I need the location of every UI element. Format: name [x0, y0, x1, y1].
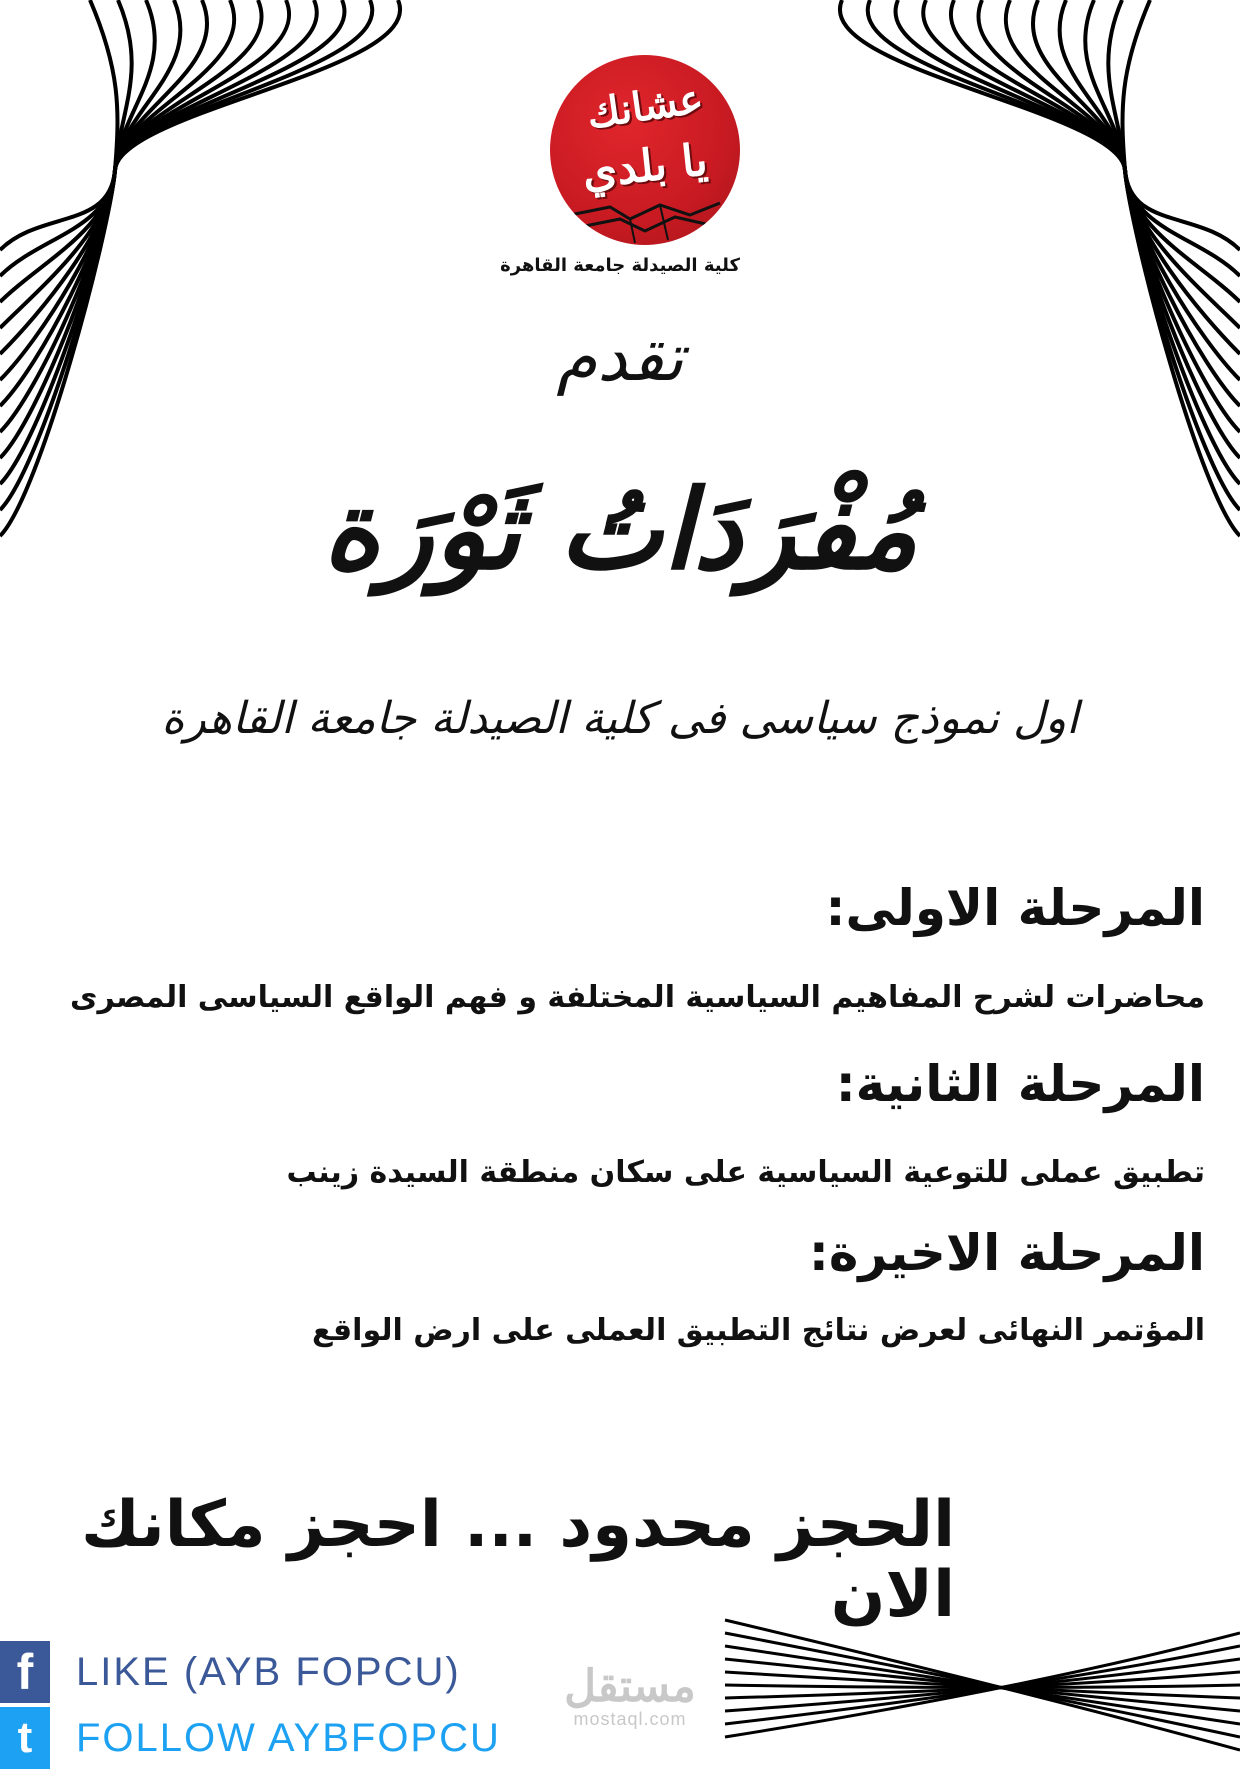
subtitle: اول نموذج سياسى فى كلية الصيدلة جامعة القاهرة: [161, 693, 1079, 744]
faculty-name: كلية الصيدلة جامعة القاهرة: [500, 255, 740, 276]
presents-heading: تقدم: [556, 319, 684, 396]
map-crack-icon: [550, 185, 740, 245]
twitter-icon[interactable]: t: [0, 1707, 50, 1769]
phase-description: محاضرات لشرح المفاهيم السياسية المختلفة و فهم الواقع السياسى المصرى: [69, 979, 1205, 1015]
phase-description: المؤتمر النهائى لعرض نتائج التطبيق العملى على ارض الواقع: [312, 1312, 1205, 1348]
top-left-curves: [0, 0, 400, 536]
logo-text-line2: يا بلدي: [580, 134, 710, 199]
facebook-text[interactable]: LIKE (AYB FOPCU): [76, 1649, 461, 1694]
phase-3: [60, 1225, 1205, 1349]
phase-title: المرحلة الاخيرة:: [808, 1224, 1205, 1282]
logo-text-line1: عشانك: [583, 75, 707, 138]
booking-notice: الحجز محدود ... احجز مكانك الان: [81, 1488, 955, 1633]
watermark-latin: mostaql.com: [573, 1709, 687, 1729]
logo: [550, 55, 740, 245]
main-title: مُفْرَدَاتُ ثَوْرَة: [322, 465, 918, 594]
watermark: [540, 1662, 720, 1730]
phase-2: [60, 1056, 1205, 1192]
facebook-icon[interactable]: f: [0, 1641, 50, 1703]
phase-1: [60, 880, 1205, 1016]
bottom-right-curves: [725, 1620, 1240, 1750]
phase-title: المرحلة الاولى:: [825, 879, 1205, 937]
phase-description: تطبيق عملى للتوعية السياسية على سكان منطقة السيدة زينب: [286, 1155, 1205, 1190]
phase-title: المرحلة الثانية:: [835, 1054, 1205, 1113]
phases-section: [60, 880, 1205, 1349]
top-right-curves: [840, 0, 1240, 536]
twitter-text[interactable]: FOLLOW AYBFOPCU: [76, 1715, 501, 1760]
watermark-arabic: مستقل: [564, 1662, 696, 1711]
facebook-link[interactable]: [0, 1640, 461, 1704]
twitter-link[interactable]: [0, 1706, 501, 1770]
